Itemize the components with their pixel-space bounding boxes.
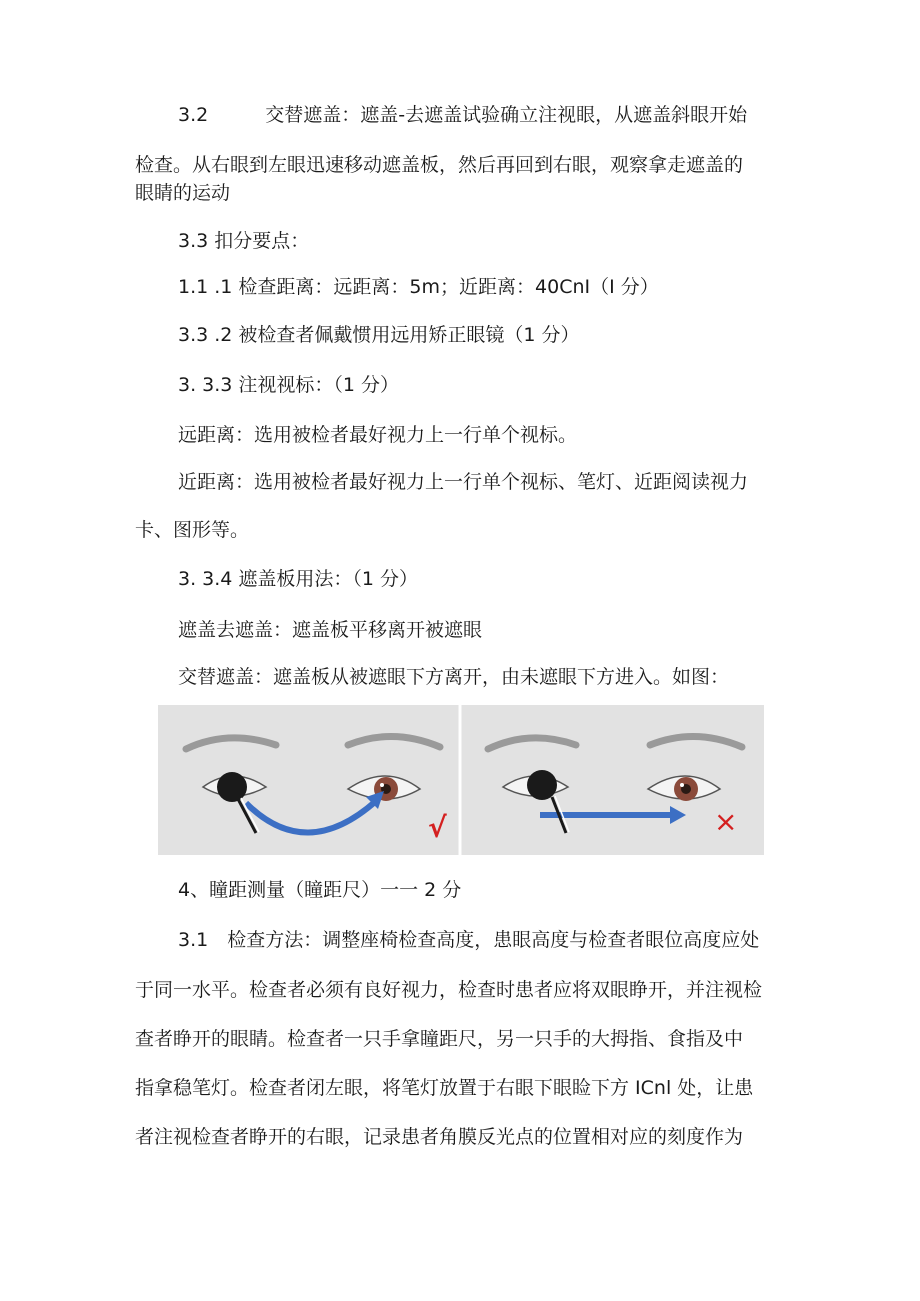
item-glasses: 3.3 .2 被检查者佩戴惯用远用矫正眼镜（1 分） [178,324,580,346]
alternate-cover-text: 交替遮盖：遮盖板从被遮眼下方离开，由未遮眼下方进入。如图： [178,666,730,688]
para-4-line4: 指拿稳笔灯。检查者闭左眼，将笔灯放置于右眼下眼睑下方 ICnl 处，让患 [135,1077,754,1099]
item-target: 3. 3.3 注视视标：（1 分） [178,374,400,396]
cover-uncover-text: 遮盖去遮盖：遮盖板平移离开被遮眼 [178,619,483,641]
para-4-line1: 3.1 检查方法：调整座椅检查高度，患眼高度与检查者眼位高度应处 [178,929,760,951]
heading-4: 4、瞳距测量（瞳距尺）一一 2 分 [178,879,462,901]
para-3-2-line2: 检查。从右眼到左眼迅速移动遮盖板，然后再回到右眼，观察拿走遮盖的 [135,154,744,176]
cross-mark-icon: × [714,805,738,838]
heading-3-3: 3.3 扣分要点： [178,230,310,252]
para-3-2-line3: 眼睛的运动 [135,182,231,204]
item-distance: 1.1 .1 检查距离：远距离：5m；近距离：40CnI（I 分） [178,276,659,298]
occluder-figure [158,705,764,855]
item-occluder: 3. 3.4 遮盖板用法：（1 分） [178,568,419,590]
occluder-paddle-icon [217,772,247,802]
near-distance-line1: 近距离：选用被检者最好视力上一行单个视标、笔灯、近距阅读视力 [178,471,749,493]
para-4-line2: 于同一水平。检查者必须有良好视力，检查时患者应将双眼睁开，并注视检 [135,979,763,1001]
occluder-paddle-icon [527,770,557,800]
para-3-2-line1: 3.2 交替遮盖：遮盖-去遮盖试验确立注视眼，从遮盖斜眼开始 [178,104,748,126]
far-distance-text: 远距离：选用被检者最好视力上一行单个视标。 [178,424,578,446]
near-distance-line2: 卡、图形等。 [135,519,250,541]
check-mark-icon: √ [428,811,447,844]
para-4-line3: 查者睁开的眼睛。检查者一只手拿瞳距尺，另一只手的大拇指、食指及中 [135,1028,744,1050]
para-4-line5: 者注视检查者睁开的右眼，记录患者角膜反光点的位置相对应的刻度作为 [135,1126,744,1148]
